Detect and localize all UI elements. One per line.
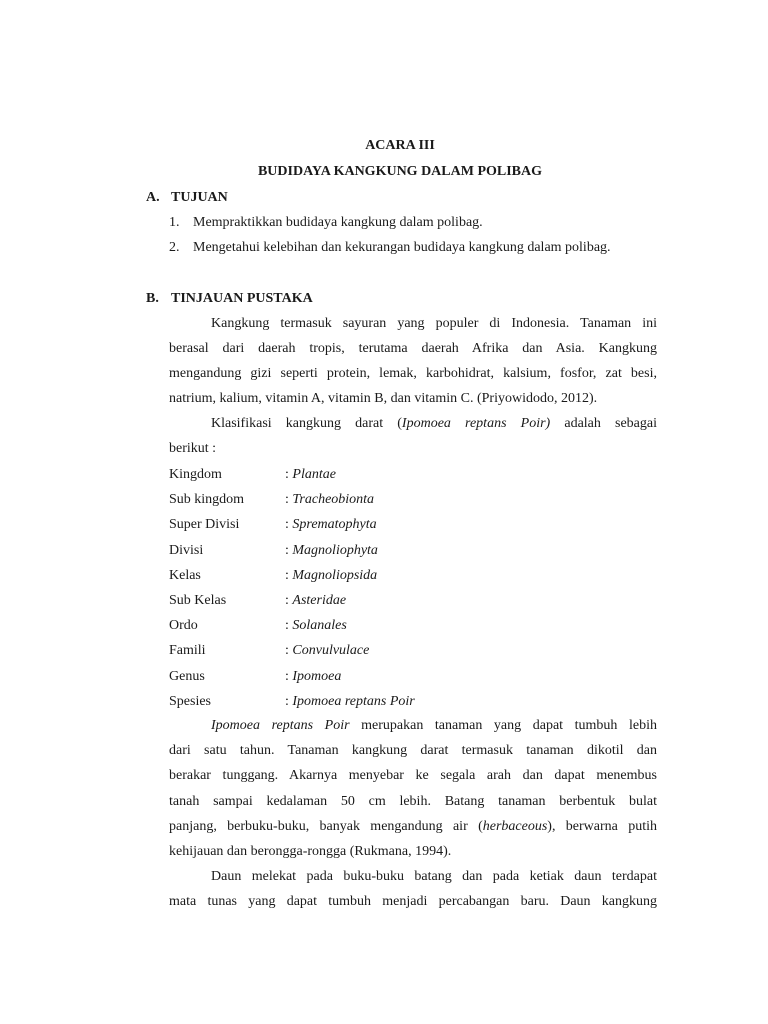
classification-label: Divisi: [169, 543, 204, 558]
colon-separator: :: [285, 694, 293, 709]
document-title: ACARA III: [365, 138, 435, 153]
section-b-heading: [146, 291, 313, 307]
classification-value: [285, 643, 369, 659]
colon-separator: :: [285, 517, 293, 532]
taxon-name: Solanales: [292, 618, 347, 633]
paragraph-line: Daun melekat pada buku-buku batang dan pada ketiak daun terdapat: [211, 869, 657, 884]
document-subtitle: BUDIDAYA KANGKUNG DALAM POLIBAG: [257, 164, 543, 179]
classification-label: Genus: [169, 669, 205, 684]
paragraph-line: [211, 416, 657, 432]
colon-separator: :: [285, 568, 293, 583]
taxon-name: Ipomoea: [292, 669, 342, 684]
list-item: [169, 240, 611, 256]
species-name: Ipomoea reptans Poir): [401, 416, 551, 431]
section-a-title: TUJUAN: [171, 190, 228, 205]
list-item-text: Mengetahui kelebihan dan kekurangan budidaya kangkung dalam polibag.: [193, 240, 611, 255]
paragraph-text: merupakan tanaman yang dapat tumbuh lebih: [349, 718, 658, 733]
list-item-text: Mempraktikkan budidaya kangkung dalam polibag.: [193, 215, 483, 230]
classification-value: [285, 669, 341, 685]
colon-separator: :: [285, 492, 293, 507]
intro-text-end: adalah sebagai: [550, 416, 657, 431]
paragraph-line: berakar tunggang. Akarnya menyebar ke segala arah dan dapat menembus: [169, 768, 657, 783]
term-italic: herbaceous: [482, 819, 548, 834]
taxon-name: Plantae: [292, 467, 336, 482]
taxon-name: Sprematophyta: [292, 517, 377, 532]
classification-value: [285, 543, 378, 559]
paragraph-text: panjang, berbuku-buku, banyak mengandung air (: [169, 819, 483, 834]
paragraph-line: natrium, kalium, vitamin A, vitamin B, dan vitamin C. (Priyowidodo, 2012).: [169, 391, 598, 406]
colon-separator: :: [285, 618, 293, 633]
classification-value: [285, 492, 374, 508]
paragraph-line: [211, 718, 657, 734]
classification-value: [285, 467, 336, 483]
classification-value: [285, 694, 415, 710]
paragraph-line: mengandung gizi seperti protein, lemak, karbohidrat, kalsium, fosfor, zat besi,: [169, 366, 657, 381]
colon-separator: :: [285, 543, 293, 558]
colon-separator: :: [285, 643, 293, 658]
list-item-number: 1.: [169, 215, 180, 230]
classification-value: [285, 517, 377, 533]
list-item-number: 2.: [169, 240, 180, 255]
taxon-name: Ipomoea reptans Poir: [292, 694, 415, 709]
taxon-name: Magnoliophyta: [292, 543, 378, 558]
colon-separator: :: [285, 467, 293, 482]
taxon-name: Asteridae: [292, 593, 347, 608]
classification-label: Sub Kelas: [169, 593, 227, 608]
classification-label: Sub kingdom: [169, 492, 245, 507]
classification-label: Ordo: [169, 618, 198, 633]
taxon-name: Convulvulace: [292, 643, 370, 658]
section-b-letter: B.: [146, 291, 159, 306]
section-b-title: TINJAUAN PUSTAKA: [171, 291, 313, 306]
classification-label: Kingdom: [169, 467, 222, 482]
paragraph-line: berasal dari daerah tropis, terutama daerah Afrika dan Asia. Kangkung: [169, 341, 657, 356]
section-a-letter: A.: [146, 190, 160, 205]
classification-label: Spesies: [169, 694, 211, 709]
taxon-name: Tracheobionta: [292, 492, 375, 507]
intro-text: Klasifikasi kangkung darat (: [211, 416, 402, 431]
paragraph-line: tanah sampai kedalaman 50 cm lebih. Batang tanaman berbentuk bulat: [169, 794, 657, 809]
taxon-name: Magnoliopsida: [292, 568, 378, 583]
colon-separator: :: [285, 669, 293, 684]
classification-label: Famili: [169, 643, 206, 658]
paragraph-line: [169, 819, 657, 835]
colon-separator: :: [285, 593, 293, 608]
section-a-heading: [146, 190, 228, 206]
species-name: Ipomoea reptans Poir: [211, 718, 350, 733]
classification-value: [285, 618, 347, 634]
paragraph-line: dari satu tahun. Tanaman kangkung darat termasuk tanaman dikotil dan: [169, 743, 657, 758]
paragraph-line: berikut :: [169, 441, 217, 456]
classification-label: Kelas: [169, 568, 201, 583]
paragraph-line: Kangkung termasuk sayuran yang populer di Indonesia. Tanaman ini: [211, 316, 657, 331]
paragraph-line: mata tunas yang dapat tumbuh menjadi percabangan baru. Daun kangkung: [169, 894, 657, 909]
paragraph-text: ), berwarna putih: [547, 819, 657, 834]
classification-value: [285, 593, 346, 609]
paragraph-line: kehijauan dan berongga-rongga (Rukmana, 1994).: [169, 844, 452, 859]
list-item: [169, 215, 483, 231]
classification-value: [285, 568, 377, 584]
classification-label: Super Divisi: [169, 517, 240, 532]
